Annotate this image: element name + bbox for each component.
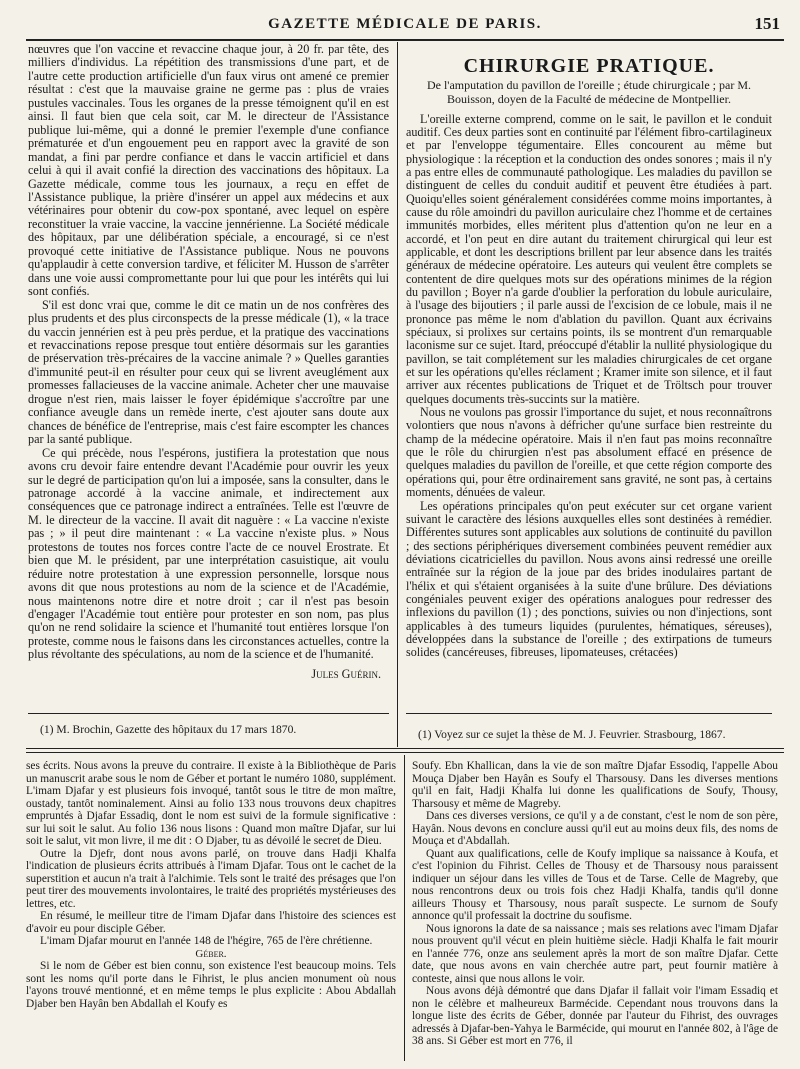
article-paragraph: L'imam Djafar mourut en l'année 148 de l'hégire, 765 de l'ère chrétienne. (40, 935, 373, 947)
article-paragraph: Outre la Djefr, dont nous avons parlé, on trouve dans Hadji Khalfa l'indication de plusieurs écrits attribués à l'imam Djafar. Tous ont le cachet de la superstition et aucun n'a trait à l'alchimie. Tels sont le traité des présages que l'on peut tirer des mouvements involontaires, le traité des propriétés mystérieuses des lettres, etc. (26, 847, 396, 910)
article-paragraph: Nous avons déjà démontré que dans Djafar il fallait voir l'imam Essadiq et non le célèbre et malheureux Barmécide. Cependant nous trouvons dans la longue liste des écrits de Géber, donnée par l'auteur du Fihrist, des ouvrages adressés à Djafar-ben-Yahya le Barmécide, qui mourut en l'année 802, à l'âge de 38 ans. Si Géber est mort en 776, il (412, 985, 778, 1047)
section-separator-bottom (26, 752, 784, 753)
left-article-column (28, 43, 389, 729)
article-paragraph: L'oreille externe comprend, comme on le sait, le pavillon et le conduit auditif. Ces deux parties sont en continuité par l'élément fibro-cartilagineux et par l'enveloppe tégumentaire. Elles concourent au même but physiologique : la réception et la conduction des ondes sonores ; mais il n'y a pas entre elles de communauté pathologique. Les maladies du pavillon se distinguent de celles du conduit auditif et peuvent être étudiées à part. Quoiqu'elles soient généralement considérées comme moins importantes, à cause du rôle amoindri du pavillon auriculaire chez l'homme et de certaines immunités morbides, elles méritent plus d'attention qu'on ne leur en a accordé, et l'on peut en dire autant du traitement chirurgical qui leur est applicable, et dont les descriptions brillent par leur absence dans les traités généraux de médecine opératoire. Les auteurs qui veulent être complets se contentent de dire quelques mots sur des opérations minimes de la région du pavillon ; Boyer n'a garde d'oublier la perforation du lobule auriculaire, à l'usage des bijoutiers ; il parle aussi de l'excision de ce lobule, mais il ne prononce pas même le nom d'ablation du pavillon. Quant aux écrivains spéciaux, si prolixes sur certains points, ils se montrent d'un remarquable laconisme sur ce sujet. Itard, préoccupé d'établir la nullité physiologique du pavillon, se tait complétement sur les maladies chirurgicales de cet organe et sur les opérations qu'elles réclament ; Kramer imite son silence, et il faut arriver aux récentes publications de Triquet et de Tröltsch pour trouver quelques documents très-succints sur la matière. (406, 111, 772, 406)
article-paragraph: Ce qui précède, nous l'espérons, justifiera la protestation que nous avons cru devoir faire entendre devant l'Académie pour ouvrir les yeux sur le degré de participation qu'on lui a imposée, sans la consulter, dans le patronage accordé à la vaccine animale, et indirectement aux conséquences que ce patronage indirect a entraînées. Telle est l'œuvre de M. le directeur de la vaccine. Il avait dit naguère : « La vaccine n'existe pas ; » il peut dire maintenant : « La vaccine n'existe plus. » Nous protestons de toutes nos forces contre l'acte de ce nouvel Erostrate. Et bien que M. le président, par une interprétation casuistique, ait voulu réduire notre protestation à une expression personnelle, lorsque nous avons dit que nous protestions au nom de la science et de l'Académie, nous maintenons notre dire et notre droit ; car il n'est pas besoin d'engager l'Académie tout entière pour protester en son nom, pas plus qu'on ne rend solidaire la science et l'humanité tout entières lorsque l'on proteste, comme nous le faisons dans les circonstances actuelles, contre la plus révoltante des spéculations, au nom de la science et de l'humanité. (28, 445, 389, 662)
article-paragraph: Si le nom de Géber est bien connu, son existence l'est beaucoup moins. Tels sont les noms qu'il porte dans le Fihrist, le plus ancien monument où nous l'ayons trouvé mentionné, et en même temps le plus explicite : Abou Abdallah Djaber ben Hayân ben Abdallah el Koufy es (26, 960, 396, 1010)
article-paragraph: Soufy. Ebn Khallican, dans la vie de son maître Djafar Essodiq, l'appelle Abou Mouça Djaber ben Hayân es Soufy el Tharsousy. Dans les diverses mentions qu'il en fait, Hadji Khalfa lui donne les qualifications de Soufy, Thousy, Tharsousy et même de Magreby. (412, 760, 778, 810)
article-paragraph: Nous ignorons la date de sa naissance ; mais ses relations avec l'imam Djafar nous prouvent qu'il vécut en plein huitième siècle. Hadji Khalfa le fait mourir en l'année 776, onze ans seulement après la mort de son maître Djafar. Cette date, que nous avons en vain cherchée autre part, peut fournir matière à conteste, ainsi que nous allons le voir. (412, 922, 778, 985)
article-paragraph: Les opérations principales qu'on peut exécuter sur cet organe varient suivant le caractère des lésions auxquelles elles sont destinées à remédier. Différentes sutures sont applicables aux solutions de continuité du pavillon ; des sections périphériques diversement combinées peuvent remédier aux déviations cicatricielles du pavillon. Nous avons ainsi redressé une oreille entraînée sur la région de la joue par des brides inodulaires partant de l'hélix et qui s'étaient organisées à la suite d'une brûlure. Des déviations congéniales peuvent exiger des opérations analogues pour redresser des inflexions du pavillon (1) ; des ponctions, suivies ou non d'injections, sont applicables à des tumeurs liquides (purulentes, hématiques, séreuses), développées dans la substance de l'oreille ; des extirpations de tumeurs solides (cancéreuses, fibreuses, lipomateuses, crétacées) (406, 498, 772, 660)
right-article-column (406, 55, 772, 718)
header-rule (26, 39, 784, 41)
article-paragraph: Dans ces diverses versions, ce qu'il y a de constant, c'est le nom de son père, Hayân. Nous devons en conclure aussi qu'il eut au moins deux fils, des noms de Mouça et d'Abdallah. (412, 810, 778, 847)
section-heading: Géber. (195, 947, 227, 960)
page-number: 151 (754, 14, 780, 33)
article-subtitle: De l'amputation du pavillon de l'oreille ; étude chirurgicale ; par M. Bouisson, doyen de la Faculté de médecine de Montpellier. (426, 78, 751, 106)
left-footnote: (1) M. Brochin, Gazette des hôpitaux du 17 mars 1870. (40, 723, 297, 736)
article-paragraph: Nous ne voulons pas grossir l'importance du sujet, et nous reconnaîtrons volontiers que nous n'avons à défricher qu'une surface bien restreinte du champ de la médecine opératoire. Mais il n'en faut pas moins reconnaître que le rôle du chirurgien n'est pas absolument effacé en présence de quelques maladies du pavillon de l'oreille, et que cette région comporte des opérations qui, pour être ordinairement sans gravité, ne sont pas, à certains moments, dénuées de valeur. (406, 405, 772, 500)
article-paragraph: En résumé, le meilleur titre de l'imam Djafar dans l'histoire des sciences est d'avoir eu pour disciple Géber. (26, 910, 396, 935)
article-paragraph: nœuvres que l'on vaccine et revaccine chaque jour, à 20 fr. par tête, des milliers d'individus. La répétition des transmissions d'une part, et de l'autre cette production artificielle d'un faux virus ont amené ce premier résultat : c'est que la mauvaise graine ne germe pas : plus de vraies pustules vaccinales. Tous les organes de la presse témoignent qu'il en est ainsi. Il faut bien que cela soit, car M. le directeur de l'Assistance publique lui-même, qui a donné le premier l'exemple d'une confiance prématurée et d'un engouement peu en rapport avec la gravité de son mandat, a fini par perdre confiance et dans le vaccin artificiel et dans celui à qui il avait confié la direction des vaccinations des hôpitaux. La Gazette médicale, comme tous les journaux, a reçu en effet de l'Assistance publique, la prière d'insérer un appel aux médecins et aux vétérinaires pour obtenir du cow-pox spontané, avec lequel on espère reconstituer la vraie vaccine, la vaccine jennérienne. La Société médicale des hôpitaux, par une délibération spéciale, a encouragé, si ce n'est provoqué cette initiative de l'Assistance publique. Nous ne pouvons qu'applaudir à cette conversion tardive, et féliciter M. Husson de s'arrêter dans une voie aussi compromettante pour lui que pour les intérêts qui lui sont confiés. (28, 42, 389, 299)
right-footnote: (1) Voyez sur ce sujet la thèse de M. J. Feuvrier. Strasbourg, 1867. (418, 728, 726, 741)
journal-title: GAZETTE MÉDICALE DE PARIS. (268, 16, 542, 32)
upper-column-divider (397, 42, 398, 747)
lower-column-divider (404, 755, 405, 1061)
section-title: CHIRURGIE PRATIQUE. (463, 55, 715, 77)
article-paragraph: Quant aux qualifications, celle de Koufy implique sa naissance à Koufa, et c'est l'opinion du Fihrist. Celles de Thousy et de Tharsousy nous paraissent indiquer un séjour dans les villes de Tous et de Tarse. Celle de Magreby, que nous rencontrons deux ou trois fois chez Hadji Khalfa, tandis qu'il donne ailleurs Thousy et Tharsousy, nous paraît suspecte. Le surnom de Soufy annonce qu'il professait la doctrine du soufisme. (412, 847, 778, 922)
lower-left-column (26, 760, 396, 1060)
right-footnote-rule (406, 713, 772, 714)
left-footnote-rule (28, 713, 389, 714)
author-signature: Jules Guérin. (311, 666, 381, 681)
article-paragraph: S'il est donc vrai que, comme le dit ce matin un de nos confrères des plus prudents et des plus circonspects de la presse médicale (1), « la trace du vaccin jennérien est à peu près perdue, et la pratique des vaccinations et revaccinations repose presque tout entière désormais sur les garanties de préservation très-précaires de la vaccine animale ? » Quelles garanties d'immunité peut-il en résulter pour ceux qui se livrent aveuglément aux promesses fallacieuses de la vaccine animale. Acheter cher une mauvaise drogue n'est rien, mais laisser le foyer épidémique s'accroître par une confiance aveugle dans un remède inerte, c'est ajouter sans doute aux chances de bénéfice de l'entreprise, mais c'est faire escompter les chances par la santé publique. (28, 297, 389, 447)
section-separator-top (26, 748, 784, 749)
lower-right-column (412, 760, 778, 1060)
article-paragraph: ses écrits. Nous avons la preuve du contraire. Il existe à la Bibliothèque de Paris un manuscrit arabe sous le nom de Géber et portant le numéro 1080, supplément. L'imam Djafar y est plusieurs fois invoqué, tantôt sous le titre de mon maître, oustady, tantôt nominalement. Ainsi au folio 133 nous trouvons deux chapitres empruntés à Djafar Essadiq, dont le nom est suivi de la formule significative : sur lui soit le salut. Au folio 136 nous lisons : Quand mon maître Djafar, sur lui soit le salut, vit mon livre, il me dit : O Djaber, tu as dévoilé le secret de Dieu. (26, 760, 396, 847)
page-header (26, 14, 784, 38)
